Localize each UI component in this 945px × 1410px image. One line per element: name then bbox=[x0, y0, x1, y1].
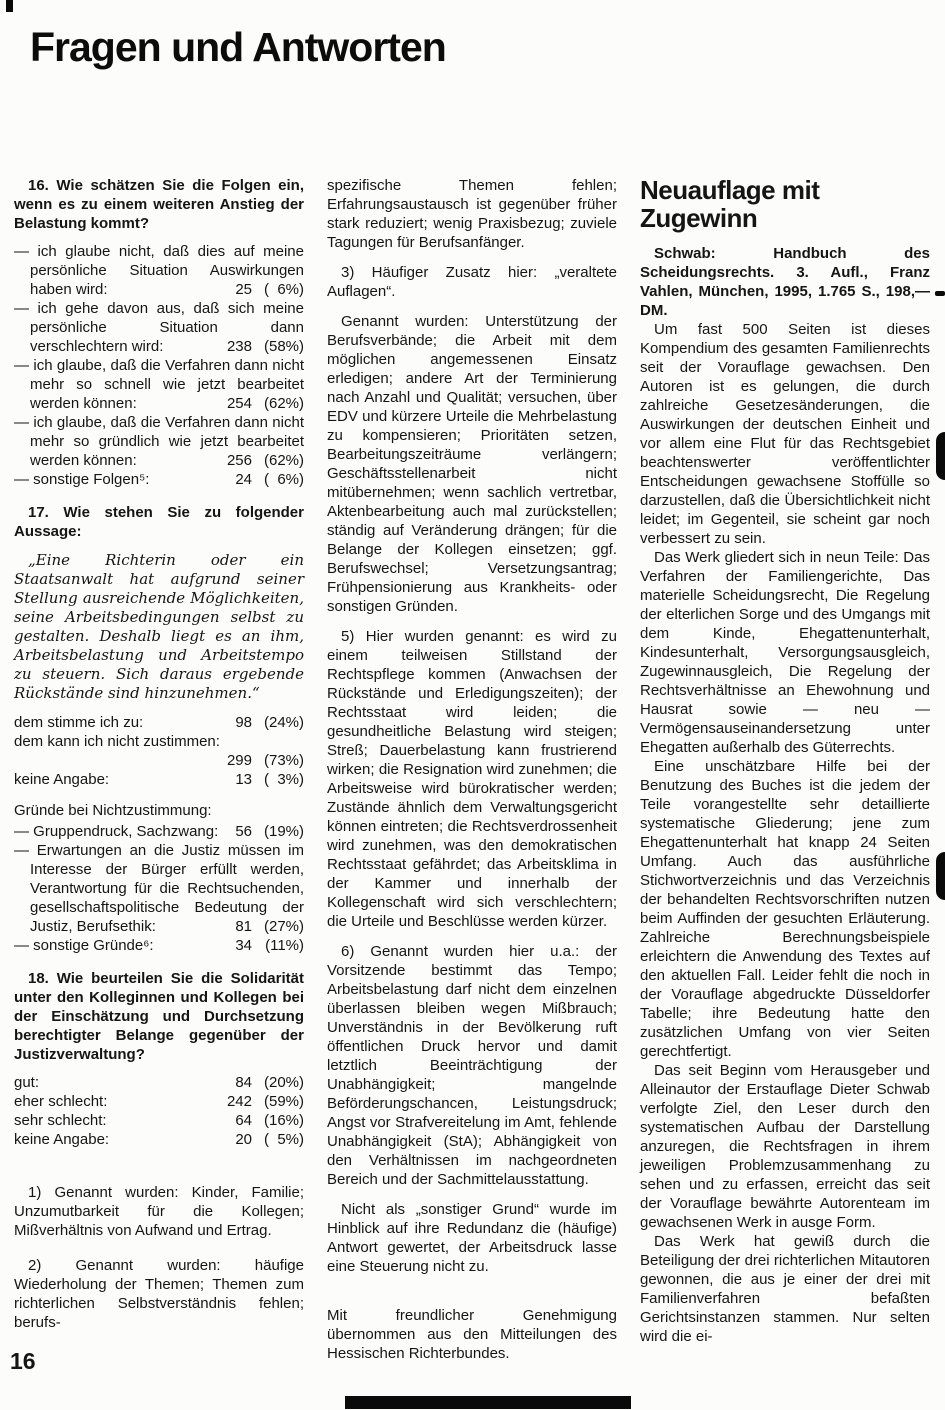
question-17-heading: 17. Wie stehen Sie zu folgender Aussage: bbox=[14, 504, 304, 540]
review-paragraph: Das Werk gliedert sich in neun Teile: Das Verfahren der Familiengerichte, Das materielle Scheidungsrecht, Die Regelung der elterlichen Sorge und des Umgangs mit dem Kinde, Ehegattenunterhalt, Kindesunterhalt, Versorgungsausgleich, Zugewinnausgleich, Die Regelung der Rechtsverhältnisse an Ehewohnung und Hausrat sowie — neu — Vermögensauseinandersetzung unter Ehegatten außerhalb des Güterrechts. bbox=[640, 549, 930, 756]
page-number: 16 bbox=[10, 1348, 36, 1374]
review-paragraph: Das seit Beginn vom Herausgeber und Alleinautor der Erstauflage Dieter Schwab verfolgte Ziel, den Leser durch den systematischen Aufbau der Darstellung anzuregen, die Rechtsfragen in ihrem jeweiligen Problemzusammenhang zu sehen und zu erfassen, erreicht das seit der Vorauflage bewährte Autorenteam im gewachsenen Werk in ausge Form. bbox=[640, 1062, 930, 1231]
footnote-1: 1) Genannt wurden: Kinder, Familie; Unzumutbarkeit für die Kollegen; Mißverhältnis von Aufwand und Ertrag. bbox=[14, 1184, 304, 1239]
stat-row bbox=[14, 770, 304, 789]
stat-values: 98 (24%) bbox=[235, 714, 304, 731]
footnote-3: 3) Häufiger Zusatz hier: „veraltete Auflagen“. bbox=[327, 264, 617, 300]
answer-text: — ich glaube nicht, daß dies auf meine persönliche Situation Auswirkungen haben wird: bbox=[14, 243, 304, 298]
answer-item bbox=[14, 242, 304, 299]
stat-values: 64 (16%) bbox=[235, 1112, 304, 1129]
stat-label: keine Angabe: bbox=[14, 1131, 110, 1148]
answer-item bbox=[14, 356, 304, 413]
stat-row bbox=[14, 1130, 304, 1149]
stat-values: 13 ( 3%) bbox=[235, 771, 304, 788]
survey-quote: „Eine Richterin oder ein Staatsanwalt hat aufgrund seiner Stellung ausreichende Möglichkeiten, seine Arbeitsbedingungen selbst zu gestalten. Deshalb liegt es an ihm, Arbeitsbelastung und Arbeitstempo zu steuern. Sich daraus ergebende Rückstände sind hinzunehmen.“ bbox=[14, 551, 304, 702]
answer-values: 25 ( 6%) bbox=[235, 281, 304, 298]
answer-item bbox=[14, 470, 304, 489]
answer-text: — ich glaube, daß die Verfahren dann nicht mehr so gründlich wie jetzt bearbeitet werden können: bbox=[14, 414, 304, 469]
scan-mark-bottom-bar bbox=[345, 1396, 631, 1409]
reason-values: 34 (11%) bbox=[235, 937, 304, 954]
answer-text: — sonstige Folgen⁵: bbox=[14, 471, 150, 488]
three-column-layout bbox=[14, 176, 930, 1374]
reason-values: 56 (19%) bbox=[235, 823, 304, 840]
review-heading: Neuauflage mit Zugewinn bbox=[640, 175, 820, 233]
stat-values: 299 (73%) bbox=[226, 752, 304, 769]
question-18-heading: 18. Wie beurteilen Sie die Solidarität unter den Kolleginnen und Kollegen bei der Einschätzung und Durchsetzung berechtigter Belange gegenüber der Justizverwaltung? bbox=[14, 970, 304, 1063]
stat-label: gut: bbox=[14, 1074, 40, 1091]
scan-mark-right-dash bbox=[935, 291, 945, 296]
source-credit: Mit freundlicher Genehmigung übernommen aus den Mitteilungen des Hessischen Richterbundes. bbox=[327, 1307, 617, 1362]
reason-text: — sonstige Gründe⁶: bbox=[14, 937, 154, 954]
answer-item bbox=[14, 413, 304, 470]
footnote-2: 2) Genannt wurden: häufige Wiederholung der Themen; Themen zum richterlichen Selbstverständnis fehlen; berufs- bbox=[14, 1257, 304, 1331]
stat-values: 242 (59%) bbox=[226, 1093, 304, 1110]
answer-text: — ich glaube, daß die Verfahren dann nicht mehr so schnell wie jetzt bearbeitet werden können: bbox=[14, 357, 304, 412]
stat-label: eher schlecht: bbox=[14, 1093, 108, 1110]
stat-label: keine Angabe: bbox=[14, 771, 110, 788]
review-paragraph: Eine unschätzbare Hilfe bei der Benutzung des Buches ist die jedem der Teile vorangestellte sehr detaillierte systematische Gliederung; jene zum Ehegattenunterhalt hat knapp 24 Seiten Umfang. Auch das ausführliche Stichwortverzeichnis und das Verzeichnis der behandelten Rechtsvorschriften nutzen beim Auffinden der gesuchten Erläuterung. Zahlreiche Berechnungsbeispiele erleichtern die Anwendung des Textes auf den aktuellen Fall. Leider fehlt die noch in der Vorauflage abgedruckte Düsseldorfer Tabelle; ihre Bedeutung hatte den zusätzlichen Umfang von vier Seiten gerechtfertigt. bbox=[640, 758, 930, 1060]
answer-values: 24 ( 6%) bbox=[235, 471, 304, 488]
column-book-review bbox=[640, 176, 930, 1374]
scan-mark-top-left bbox=[6, 0, 13, 12]
answer-values: 238 (58%) bbox=[226, 338, 304, 355]
footnote-6: 6) Genannt wurden hier u.a.: der Vorsitzende bestimmt das Tempo; Arbeitsbelastung darf nicht dem einzelnen überlassen bleiben wegen Mißbrauch; Unverständnis in der Bevölkerung ruft öffentlichen Druck hervor und damit letztlich Beeinträchtigung der Unabhängigkeit; mangelnde Beförderungschancen, Leistungsdruck; Angst vor Strafvereitelung im Amt, fehlende Unabhängigkeit (StA); Abhängigkeit von den Verhältnissen im nachgeordneten Bereich und der Sachmittelausstattung. bbox=[327, 943, 617, 1188]
redundancy-note: Nicht als „sonstiger Grund“ wurde im Hinblick auf ihre Redundanz die (häufige) Antwort gewertet, der Arbeitsdruck lasse eine Steuerung nicht zu. bbox=[327, 1201, 617, 1275]
footnote-4: Genannt wurden: Unterstützung der Berufsverbände; die Arbeit mit dem möglichen angemessenen Einsatz erledigen; andere Art der Terminierung nach Anzahl und Qualität; versuchen, über EDV und kürzere Urteile die Mehrbelastung zu kompensieren; Prioritäten setzen, Bearbeitungszeiträume verlängern; Geschäftsstellenarbeit nicht mitübernehmen; wenn sachlich vertretbar, Aktenbearbeitung auch mal zurückstellen; ständig auf Veränderung drängen; für die Belange der Kollegen einsetzen; ggf. Berufswechsel; Versetzungsantrag; Frühpensionierung aus Krankheits- oder sonstigen Gründen. bbox=[327, 313, 617, 615]
reason-item bbox=[14, 822, 304, 841]
question-16-heading: 16. Wie schätzen Sie die Folgen ein, wenn es zu einem weiteren Anstieg der Belastung kommt? bbox=[14, 177, 304, 232]
stat-row bbox=[14, 713, 304, 732]
stat-label: sehr schlecht: bbox=[14, 1112, 107, 1129]
answer-text: — ich gehe davon aus, daß sich meine persönliche Situation dann verschlechtern wird: bbox=[14, 300, 304, 355]
stat-row bbox=[14, 1073, 304, 1092]
stat-label: dem kann ich nicht zustimmen: bbox=[14, 733, 220, 750]
reasons-heading: Gründe bei Nichtzustimmung: bbox=[14, 802, 212, 819]
answer-values: 254 (62%) bbox=[226, 395, 304, 412]
stat-row bbox=[14, 732, 304, 770]
scan-mark-right-lower bbox=[936, 852, 945, 900]
book-citation: Schwab: Handbuch des Scheidungsrechts. 3. Aufl., Franz Vahlen, München, 1995, 1.765 S., 198,— DM. bbox=[640, 245, 930, 319]
column-survey-left bbox=[14, 176, 304, 1374]
footnote-5: 5) Hier wurden genannt: es wird zu einem teilweisen Stillstand der Rechtspflege kommen (Anwachsen der Rückstände und Erledigungszeiten); der Rechtsstaat wird leiden; die gesundheitliche Belastung wird steigen; Streß; Dauerbelastung kann frustrierend wirken; die Resignation wird zunehmen; die Arbeitsweise wird bürokratischer werden; Zustände ähnlich dem Verwaltungsgericht können eintreten; die Rechtsverdrossenheit wird zunehmen, was den demokratischen Rechtsstaat gefährdet; das Arbeitsklima in der Kammer und innerhalb der Kollegenschaft wird sich verschlechtern; die Urteile und Beschlüsse werden kürzer. bbox=[327, 628, 617, 930]
stat-values: 20 ( 5%) bbox=[235, 1131, 304, 1148]
scan-mark-right-upper bbox=[936, 432, 945, 480]
reason-item bbox=[14, 841, 304, 936]
column-footnotes-middle bbox=[327, 176, 617, 1374]
answer-item bbox=[14, 299, 304, 356]
stat-values: 84 (20%) bbox=[235, 1074, 304, 1091]
answer-values: 256 (62%) bbox=[226, 452, 304, 469]
reason-item bbox=[14, 936, 304, 955]
page-title: Fragen und Antworten bbox=[30, 24, 446, 70]
reason-text: — Erwartungen an die Justiz müssen im Interesse der Bürger erfüllt werden, Verantwortung für die Rechtsuchenden, gesellschaftspolitische Bedeutung der Justiz, Berufsethik: bbox=[14, 842, 304, 935]
footnote-2-continuation: spezifische Themen fehlen; Erfahrungsaustausch ist gegenüber früher stark reduziert; wenig Praxisbezug; zuviele Tagungen für Berufsanfänger. bbox=[327, 177, 617, 251]
stat-row bbox=[14, 1092, 304, 1111]
stat-label: dem stimme ich zu: bbox=[14, 714, 144, 731]
review-paragraph: Das Werk hat gewiß durch die Beteiligung der drei richterlichen Mitautoren gewonnen, die aus je einer der drei mit Familienverfahren befaßten Gerichtsinstanzen stammen. Nur selten wird die ei- bbox=[640, 1233, 930, 1345]
stat-row bbox=[14, 1111, 304, 1130]
reason-values: 81 (27%) bbox=[235, 918, 304, 935]
review-paragraph: Um fast 500 Seiten ist dieses Kompendium des gesamten Familienrechts seit der Vorauflage gewachsen. Den Autoren ist es gelungen, die durch zahlreiche Gesetzesänderungen, die Auswirkungen der deutschen Einheit und vor allem eine Flut für das Rechtsgebiet beachtenswerter veröffentlichter Entscheidungen gewachsene Stoffülle so darzustellen, daß die Übersichtlichkeit nicht leidet; im Gegenteil, sie scheint gar noch verbessert zu sein. bbox=[640, 321, 930, 547]
reason-text: — Gruppendruck, Sachzwang: bbox=[14, 823, 219, 840]
